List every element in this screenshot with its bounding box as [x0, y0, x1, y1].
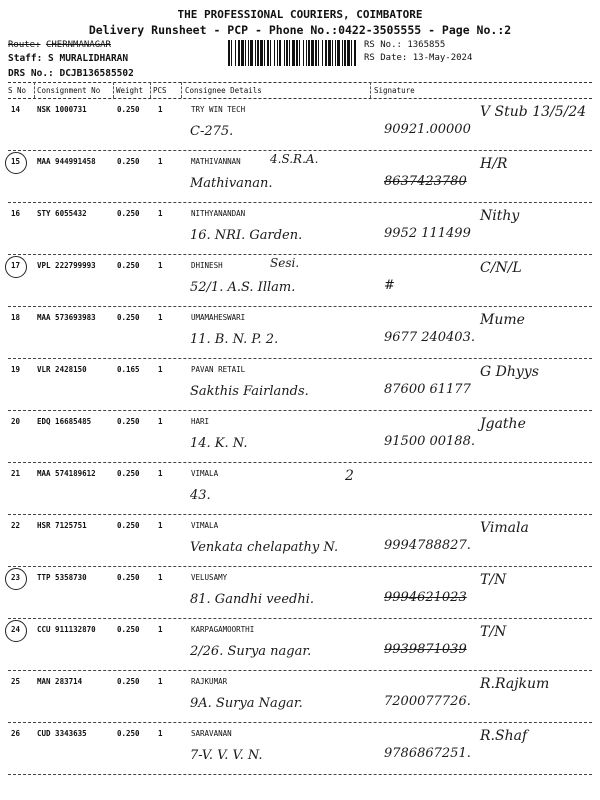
handwritten-address: Mathivanan. — [190, 176, 273, 191]
row-divider — [8, 514, 592, 515]
runsheet-subtitle: Delivery Runsheet - PCP - Phone No.:0422-3505555 - Page No.:2 — [88, 23, 512, 37]
route-value: CHERNMANAGAR — [45, 40, 111, 50]
weight-value: 0.250 — [117, 157, 140, 166]
weight-value: 0.250 — [117, 313, 140, 322]
handwritten-phone: 8637423780 — [384, 174, 467, 189]
pieces-count: 1 — [158, 521, 163, 530]
col-sep — [150, 82, 151, 98]
consignee-name: KARPAGAMOORTHI — [191, 625, 255, 634]
handwritten-signature: T/N — [480, 624, 507, 640]
consignee-name: TRY WIN TECH — [191, 105, 246, 114]
handwritten-phone: 7200077726. — [384, 694, 471, 709]
consignment-number: NSK 1000731 — [37, 105, 87, 114]
consignment-number: MAA 573693983 — [37, 313, 96, 322]
handwritten-phone: 9994621023 — [384, 590, 467, 605]
col-sno-header: S No — [8, 86, 27, 95]
consignee-name: PAVAN RETAIL — [191, 365, 246, 374]
handwritten-address: 43. — [190, 488, 211, 503]
pieces-count: 1 — [158, 209, 163, 218]
handwritten-signature: 2 — [345, 468, 354, 484]
serial-number: 15 — [11, 157, 21, 166]
row-divider — [8, 462, 592, 463]
consignee-name: RAJKUMAR — [191, 677, 228, 686]
company-title: THE PROFESSIONAL COURIERS, COIMBATORE — [177, 8, 423, 21]
rs-number: RS No.: 1365855 — [364, 40, 446, 50]
serial-number: 22 — [11, 521, 21, 530]
row-divider — [8, 566, 592, 567]
pieces-count: 1 — [158, 105, 163, 114]
row-divider — [8, 722, 592, 723]
consignee-name: VELUSAMY — [191, 573, 228, 582]
handwritten-signature: V Stub 13/5/24 — [480, 104, 587, 120]
handwritten-address: 52/1. A.S. Illam. — [190, 280, 296, 295]
handwritten-signature: R.Shaf — [480, 728, 528, 744]
handwritten-phone: 9677 240403. — [384, 330, 475, 345]
handwritten-phone: 9952 111499 — [384, 226, 471, 241]
handwritten-signature: G Dhyys — [480, 364, 539, 380]
weight-value: 0.250 — [117, 729, 140, 738]
pieces-count: 1 — [158, 729, 163, 738]
serial-number: 14 — [11, 105, 21, 114]
serial-number: 21 — [11, 469, 21, 478]
pieces-count: 1 — [158, 625, 163, 634]
handwritten-address: Sakthis Fairlands. — [190, 384, 309, 399]
weight-value: 0.165 — [117, 365, 140, 374]
consignment-number: VLR 2428150 — [37, 365, 87, 374]
route-line — [8, 40, 111, 50]
serial-circle-mark — [5, 256, 27, 278]
handwritten-phone: # — [384, 278, 395, 293]
consignee-name: UMAMAHESWARI — [191, 313, 246, 322]
consignment-number: TTP 5358730 — [37, 573, 87, 582]
consignee-name: SARAVANAN — [191, 729, 232, 738]
consignee-note: Sesi. — [270, 256, 300, 270]
weight-value: 0.250 — [117, 573, 140, 582]
handwritten-signature: Mume — [480, 312, 525, 328]
handwritten-signature: Jgathe — [480, 416, 526, 432]
consignee-name: NITHYANANDAN — [191, 209, 246, 218]
col-sep — [34, 82, 35, 98]
consignee-note: 4.S.R.A. — [270, 152, 319, 166]
serial-number: 24 — [11, 625, 21, 634]
weight-value: 0.250 — [117, 261, 140, 270]
handwritten-phone: 9786867251. — [384, 746, 471, 761]
serial-number: 23 — [11, 573, 21, 582]
pieces-count: 1 — [158, 573, 163, 582]
weight-value: 0.250 — [117, 625, 140, 634]
rs-date: RS Date: 13-May-2024 — [364, 53, 473, 63]
col-sep — [370, 82, 371, 98]
consignee-name: MATHIVANNAN — [191, 157, 241, 166]
row-divider — [8, 202, 592, 203]
consignment-number: CCU 911132870 — [37, 625, 96, 634]
serial-number: 17 — [11, 261, 21, 270]
pieces-count: 1 — [158, 677, 163, 686]
consignee-name: VIMALA — [191, 469, 219, 478]
handwritten-address: 14. K. N. — [190, 436, 248, 451]
handwritten-address: Venkata chelapathy N. — [190, 540, 339, 555]
handwritten-address: 7-V. V. V. N. — [190, 748, 263, 763]
weight-value: 0.250 — [117, 209, 140, 218]
handwritten-signature: C/N/L — [480, 260, 522, 276]
header-divider-bottom — [8, 98, 592, 99]
pieces-count: 1 — [158, 157, 163, 166]
handwritten-signature: Nithy — [480, 208, 520, 224]
consignee-name: HARI — [191, 417, 210, 426]
row-divider — [8, 618, 592, 619]
consignment-number: MAA 944991458 — [37, 157, 96, 166]
consignment-number: MAN 283714 — [37, 677, 83, 686]
serial-number: 16 — [11, 209, 21, 218]
pieces-count: 1 — [158, 365, 163, 374]
serial-number: 20 — [11, 417, 21, 426]
serial-circle-mark — [5, 620, 27, 642]
row-divider — [8, 410, 592, 411]
handwritten-phone: 87600 61177 — [384, 382, 471, 397]
handwritten-address: 2/26. Surya nagar. — [190, 644, 312, 659]
handwritten-phone: 91500 00188. — [384, 434, 475, 449]
row-divider — [8, 358, 592, 359]
barcode-image — [228, 40, 358, 66]
consignee-name: VIMALA — [191, 521, 219, 530]
handwritten-signature: T/N — [480, 572, 507, 588]
consignment-number: VPL 222799993 — [37, 261, 96, 270]
pieces-count: 1 — [158, 417, 163, 426]
weight-value: 0.250 — [117, 521, 140, 530]
col-consignee-header: Consignee Details — [185, 86, 262, 95]
pieces-count: 1 — [158, 313, 163, 322]
serial-number: 25 — [11, 677, 21, 686]
consignment-number: STY 6055432 — [37, 209, 87, 218]
consignee-name: DHINESH — [191, 261, 223, 270]
handwritten-phone: 90921.00000 — [384, 122, 471, 137]
weight-value: 0.250 — [117, 469, 140, 478]
serial-circle-mark — [5, 152, 27, 174]
row-divider — [8, 254, 592, 255]
consignment-number: CUD 3343635 — [37, 729, 87, 738]
drs-number: DRS No.: DCJB136585502 — [8, 68, 134, 79]
col-consignment-header: Consignment No — [37, 86, 101, 95]
serial-circle-mark — [5, 568, 27, 590]
handwritten-signature: H/R — [480, 156, 508, 172]
row-divider — [8, 774, 592, 775]
col-weight-header: Weight — [116, 86, 144, 95]
row-divider — [8, 670, 592, 671]
col-sep — [181, 82, 182, 98]
serial-number: 18 — [11, 313, 21, 322]
consignment-number: HSR 7125751 — [37, 521, 87, 530]
pieces-count: 1 — [158, 469, 163, 478]
handwritten-phone: 9994788827. — [384, 538, 471, 553]
pieces-count: 1 — [158, 261, 163, 270]
row-divider — [8, 150, 592, 151]
serial-number: 19 — [11, 365, 21, 374]
header-divider-top — [8, 82, 592, 83]
serial-number: 26 — [11, 729, 21, 738]
consignment-number: EDQ 16685485 — [37, 417, 92, 426]
weight-value: 0.250 — [117, 105, 140, 114]
weight-value: 0.250 — [117, 677, 140, 686]
handwritten-address: 81. Gandhi veedhi. — [190, 592, 315, 607]
weight-value: 0.250 — [117, 417, 140, 426]
route-label: Route: — [8, 40, 41, 50]
handwritten-address: C-275. — [190, 124, 234, 139]
handwritten-phone: 9939871039 — [384, 642, 467, 657]
handwritten-address: 11. B. N. P. 2. — [190, 332, 279, 347]
handwritten-address: 16. NRI. Garden. — [190, 228, 303, 243]
col-signature-header: Signature — [374, 86, 415, 95]
col-pcs-header: PCS — [153, 86, 167, 95]
handwritten-address: 9A. Surya Nagar. — [190, 696, 303, 711]
handwritten-signature: Vimala — [480, 520, 529, 536]
col-sep — [113, 82, 114, 98]
row-divider — [8, 306, 592, 307]
handwritten-signature: R.Rajkum — [480, 676, 550, 692]
staff-name: Staff: S MURALIDHARAN — [8, 53, 129, 64]
consignment-number: MAA 574189612 — [37, 469, 96, 478]
